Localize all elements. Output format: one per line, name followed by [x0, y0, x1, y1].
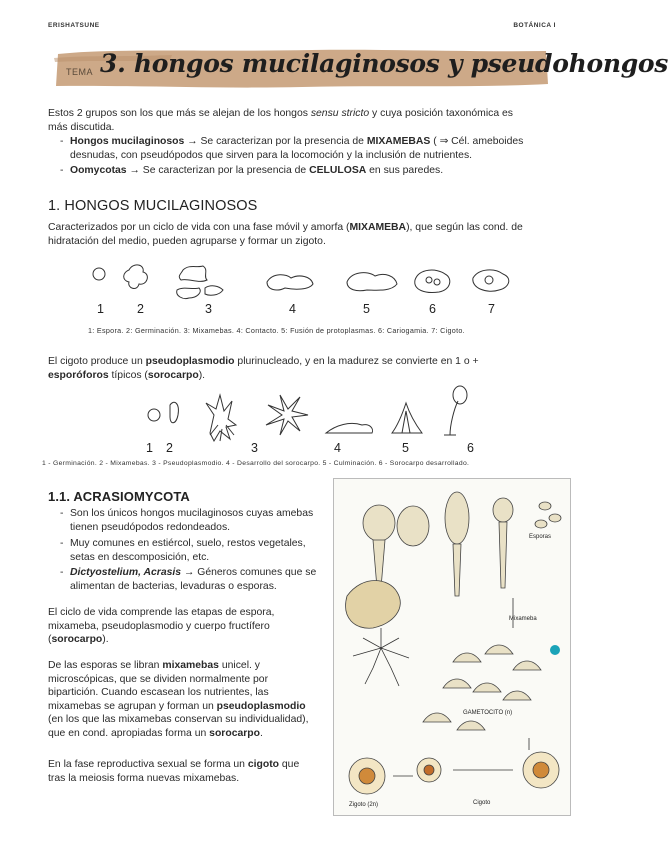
fig1-number-6: 6 [429, 302, 436, 316]
acrasio-paragraph-2: De las esporas se libran mixamebas unicel. y microscópicas, que se dividen normalmente por bipartición. Cuando escasean los nutrientes, las mixamebas se agrupan y forman un pseudoplasmodio (en los que las mixamebas conservan su individualidad), que en cond. apropiadas forma un sorocarpo. [48, 660, 309, 739]
fig2-number-4: 4 [334, 441, 341, 455]
germination-drawing [124, 265, 148, 289]
fig2-number-2: 2 [166, 441, 173, 455]
acrasio-paragraph-1: El ciclo de vida comprende las etapas de espora, mixameba, pseudoplasmodio y cuerpo fructífero (sorocarpo). [48, 607, 275, 646]
title-banner [52, 46, 668, 90]
fig2-caption: 1 - Germinación. 2 - Mixamebas. 3 - Pseudoplasmodio. 4 - Desarrollo del sorocarpo. 5 - Culminación. 6 - Sorocarpo desarrollado. [42, 460, 470, 467]
fig1-number-1: 1 [97, 302, 104, 316]
tema-label: TEMA [66, 67, 94, 77]
fig2-number-6: 6 [467, 441, 474, 455]
page-title: 3. hongos mucilaginosos y pseudohongos [100, 49, 668, 78]
intro-bullet-mucilaginosos: - Hongos mucilaginosos → Se caracterizan por la presencia de MIXAMEBAS ( ⇒ Cél. ameboides desnudas, con pseudópodos que sirven para la locomoción y la inclusión de nutrientes. [60, 136, 524, 161]
fig1-caption: 1: Espora. 2: Germinación. 3: Mixamebas. 4: Contacto. 5: Fusión de protoplasmas. 6: Cariogamia. 7: Cigoto. [88, 326, 465, 335]
nucleus-marker [550, 645, 560, 655]
label-cigoto: Cigoto [473, 800, 491, 806]
intro-bullet-oomycotas: - Oomycotas → Se caracterizan por la presencia de CELULOSA en sus paredes. [60, 165, 444, 176]
fig1-number-7: 7 [488, 302, 495, 316]
label-esporas: Esporas [529, 534, 552, 540]
label-mixameba: Mixameba [509, 616, 537, 622]
header-author: ERISHATSUNE [48, 22, 100, 29]
fig1-number-4: 4 [289, 302, 296, 316]
zygote-drawing [473, 270, 509, 291]
fig1-number-5: 5 [363, 302, 370, 316]
life-cycle-figure-2 [140, 385, 500, 445]
sorocarp-head-2 [397, 506, 429, 546]
fig2-number-1: 1 [146, 441, 153, 455]
acrasio-bullet-3: - Dictyostelium, Acrasis → Géneros comunes que se alimentan de bacterias, levaduras o esporas. [60, 567, 317, 592]
fusion-drawing [347, 273, 397, 291]
mixameba-drawing-2 [170, 402, 178, 423]
section1-paragraph-2: El cigoto produce un pseudoplasmodio plurinucleado, y en la madurez se convierte en 1 o + esporóforos típicos (sorocarpo). [48, 356, 479, 381]
karyogamy-drawing [415, 270, 450, 292]
mixameba-drawing-b [177, 288, 201, 299]
acrasio-bullet-1: - Son los únicos hongos mucilaginosos cuyas amebas tienen pseudópodos redondeados. [60, 508, 314, 533]
sorocarp-head-3 [445, 492, 469, 544]
header-subject: BOTÁNICA I [513, 22, 556, 29]
fig2-number-5: 5 [402, 441, 409, 455]
mixameba-drawing-a [179, 266, 207, 281]
spore-drawing [93, 268, 105, 280]
contact-drawing [267, 275, 313, 290]
acrasio-bullet-2: - Muy comunes en estiércol, suelo, restos vegetales, setas en descomposición, etc. [60, 538, 306, 563]
aggregation-drawing [266, 395, 308, 435]
germination-drawing-2 [148, 409, 160, 421]
sorocarp-head-1 [363, 505, 395, 541]
label-gametocito: GAMETOCITO (n) [463, 710, 513, 716]
mature-sorocarp-stalk [444, 401, 458, 435]
section1-paragraph: Caracterizados por un ciclo de vida con una fase móvil y amorfa (MIXAMEBA), que según las cond. de hidratación del medio, pueden agruparse y formar un zigoto. [48, 222, 523, 247]
fig1-number-3: 3 [205, 302, 212, 316]
sorocarp-head-4 [493, 498, 513, 522]
section-heading-mucilaginosos: 1. HONGOS MUCILAGINOSOS [48, 198, 258, 214]
mixameba-drawing-c [205, 286, 223, 295]
mature-sorocarp-head [453, 386, 467, 404]
intro-paragraph: Estos 2 grupos son los que más se alejan de los hongos sensu stricto y cuya posición taxonómica es más discutida. [48, 108, 513, 133]
fig1-number-2: 2 [137, 302, 144, 316]
culmination-drawing [392, 403, 422, 433]
section-heading-acrasiomycota: 1.1. ACRASIOMYCOTA [48, 489, 190, 504]
label-zigoto: Zigoto (2n) [349, 802, 379, 808]
life-cycle-figure-1 [85, 260, 515, 302]
fig2-number-3: 3 [251, 441, 258, 455]
sorocarp-development-drawing [326, 423, 373, 433]
acrasio-paragraph-3: En la fase reproductiva sexual se forma un cigoto que tras la meiosis forma nuevas mixamebas. [48, 759, 300, 784]
acrasiomycota-life-cycle-diagram [333, 478, 571, 816]
